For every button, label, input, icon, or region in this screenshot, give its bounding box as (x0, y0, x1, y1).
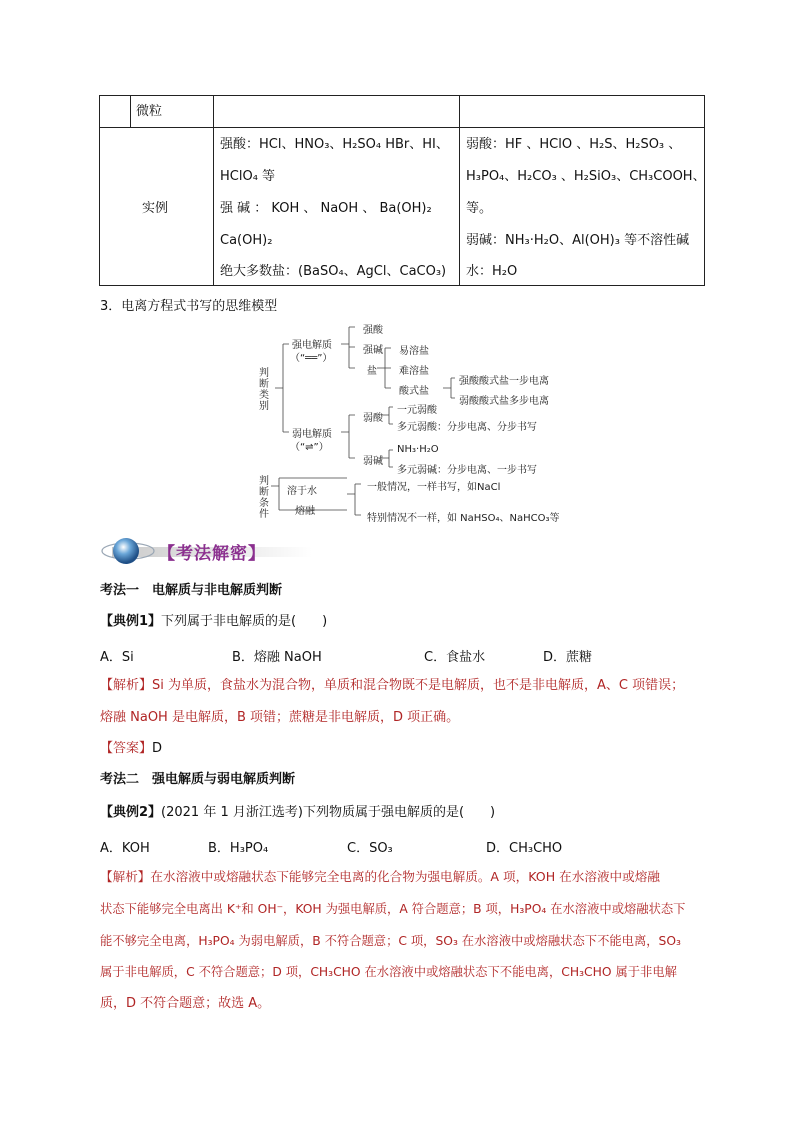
example-1-text: 下列属于非电解质的是( ) (161, 614, 328, 629)
general-case-label: 一般情况，一样书写，如NaCl (367, 482, 501, 493)
table-divider (213, 96, 214, 285)
option-b: B．H₃PO₄ (208, 841, 269, 856)
judge-condition-label: 判断条件 (259, 476, 269, 520)
strong-line-3: 强 碱 ： KOH 、 NaOH 、 Ba(OH)₂ (220, 201, 432, 216)
soluble-salt-label: 易溶盐 (399, 346, 429, 357)
example-1-tag: 【典例1】 (100, 614, 162, 629)
weak-electrolyte-label: 弱电解质 (292, 429, 332, 440)
poly-base-label: 多元弱碱：分步电离、一步书写 (397, 465, 537, 476)
judge-type-label: 判断类别 (259, 368, 269, 412)
weak-line-4: 弱碱：NH₃·H₂O、Al(OH)₃ 等不溶性碱 (466, 233, 690, 248)
analysis-1-line-1 (100, 678, 684, 694)
example-1-question (100, 614, 327, 630)
weak-line-3: 等。 (466, 201, 493, 216)
section-banner (98, 533, 398, 569)
strong-line-2: HClO₄ 等 (220, 169, 276, 184)
analysis-1-tag: 【解析】 (100, 678, 153, 693)
analysis-2-line-5: 质，D 不符合题意；故选 A。 (100, 996, 271, 1011)
monoprotic-label: 一元弱酸 (397, 405, 437, 416)
strong-acid-label: 强酸 (363, 325, 383, 336)
analysis-1-text-1: Si 为单质，食盐水为混合物，单质和混合物既不是电解质，也不是非电解质，A、C 项错误； (152, 678, 685, 693)
option-a: A．Si (100, 650, 134, 665)
weak-acid-label: 弱酸 (363, 413, 383, 424)
answer-1-tag: 【答案】 (100, 741, 153, 756)
weak-electrolyte-symbol: （“⇌”） (290, 442, 329, 453)
example-2-question (100, 805, 495, 821)
example-2-text: (2021 年 1 月浙江选考)下列物质属于强电解质的是( ) (161, 805, 496, 820)
weak-line-5: 水：H₂O (466, 264, 518, 279)
strong-base-label: 强碱 (363, 345, 383, 356)
method-1-title: 考法一 电解质与非电解质判断 (100, 583, 283, 598)
analysis-2-line-1 (100, 869, 660, 885)
strong-electrolyte-symbol: （“══”） (290, 353, 333, 364)
strong-electrolyte-label: 强电解质 (292, 340, 332, 351)
row-label-particles: 微粒 (136, 104, 163, 119)
nh3-label: NH₃·H₂O (397, 444, 439, 455)
analysis-2-text-1: 在水溶液中或熔融状态下能够完全电离的化合物为强电解质。A 项，KOH 在水溶液中或熔融 (150, 869, 660, 884)
in-water-label: 溶于水 (287, 486, 317, 497)
polyprotic-label: 多元弱酸：分步电离、分步书写 (397, 422, 537, 433)
option-d: D．CH₃CHO (486, 841, 563, 856)
weak-acid-salt-label: 弱酸酸式盐多步电离 (459, 396, 549, 407)
strong-line-5: 绝大多数盐：(BaSO₄、AgCl、CaCO₃) (220, 264, 447, 279)
answer-1 (100, 741, 162, 757)
strong-line-1: 强酸：HCl、HNO₃、H₂SO₄ HBr、HI、 (220, 137, 449, 152)
analysis-2-tag: 【解析】 (100, 869, 151, 884)
analysis-2-line-3: 能不够完全电离，H₃PO₄ 为弱电解质，B 不符合题意；C 项，SO₃ 在水溶液中或熔融状态下不能电离，SO₃ (100, 934, 681, 948)
option-c: C．食盐水 (424, 650, 486, 665)
salt-label: 盐 (367, 366, 377, 377)
option-d: D．蔗糖 (543, 650, 593, 665)
option-b: B．熔融 NaOH (232, 650, 322, 665)
analysis-2-line-2: 状态下能够完全电离出 K⁺和 OH⁻，KOH 为强电解质，A 符合题意；B 项，H₃PO₄ 在水溶液中或熔融状态下 (100, 902, 686, 916)
weak-line-2: H₃PO₄、H₂CO₃ 、H₂SiO₃、CH₃COOH、 (466, 169, 706, 184)
strong-acid-salt-label: 强酸酸式盐一步电离 (459, 376, 549, 387)
row-label-examples: 实例 (142, 201, 169, 216)
method-2-title: 考法二 强电解质与弱电解质判断 (100, 772, 296, 787)
acid-salt-label: 酸式盐 (399, 386, 429, 397)
weak-base-label: 弱碱 (363, 456, 383, 467)
electrolyte-table (99, 95, 705, 286)
weak-line-1: 弱酸：HF 、HClO 、H₂S、H₂SO₃ 、 (466, 137, 682, 152)
special-case-label: 特别情况不一样，如 NaHSO₄、NaHCO₃等 (367, 513, 560, 524)
option-c: C．SO₃ (347, 841, 393, 856)
answer-1-value: D (152, 741, 163, 756)
example-2-tag: 【典例2】 (100, 805, 162, 820)
table-divider (100, 127, 704, 128)
analysis-2-line-4: 属于非电解质，C 不符合题意；D 项，CH₃CHO 在水溶液中或熔融状态下不能电离，CH₃CHO 属于非电解 (100, 965, 677, 979)
table-divider (130, 96, 131, 128)
analysis-1-line-2: 熔融 NaOH 是电解质，B 项错；蔗糖是非电解质，D 项正确。 (100, 710, 460, 725)
ionization-model-diagram (255, 318, 585, 528)
insoluble-salt-label: 难溶盐 (399, 366, 429, 377)
section-3-title: 3．电离方程式书写的思维模型 (100, 299, 278, 314)
strong-line-4: Ca(OH)₂ (220, 233, 273, 248)
banner-title: 【考法解密】 (158, 544, 266, 564)
table-divider (459, 96, 460, 285)
option-a: A．KOH (100, 841, 150, 856)
molten-label: 熔融 (295, 506, 315, 517)
